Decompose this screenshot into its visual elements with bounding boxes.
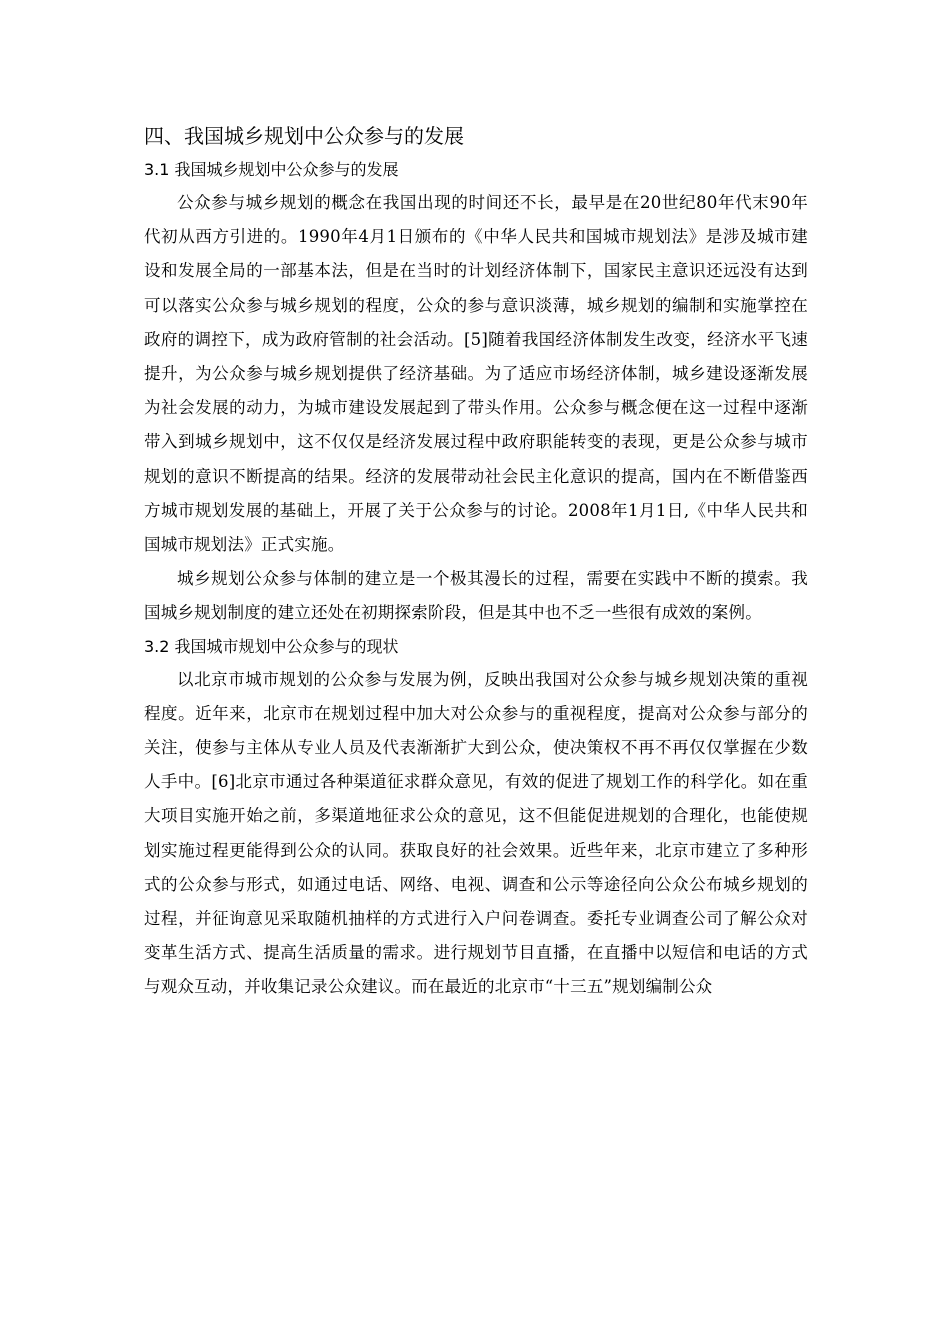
body-paragraph: 以北京市城市规划的公众参与发展为例，反映出我国对公众参与城乡规划决策的重视程度。近年来，北京市在规划过程中加大对公众参与的重视程度，提高对公众参与部分的关注，使参与主体从专业人员及代表渐渐扩大到公众，使决策权不再不再仅仅掌握在少数人手中。[6]北京市通过各种渠道征求群众意见，有效的促进了规划工作的科学化。如在重大项目实施开始之前，多渠道地征求公众的意见，这不但能促进规划的合理化，也能使规划实施过程更能得到公众的认同。获取良好的社会效果。近些年来，北京市建立了多种形式的公众参与形式，如通过电话、网络、电视、调查和公示等途径向公众公布城乡规划的过程，并征询意见采取随机抽样的方式进行入户问卷调查。委托专业调查公司了解公众对变革生活方式、提高生活质量的需求。进行规划节目直播，在直播中以短信和电话的方式与观众互动，并收集记录公众建议。而在最近的北京市“十三五”规划编制公众 bbox=[144, 669, 808, 997]
section-heading-3-2: 3.2 我国城市规划中公众参与的现状 bbox=[144, 636, 399, 656]
body-paragraph: 城乡规划公众参与体制的建立是一个极其漫长的过程，需要在实践中不断的摸索。我国城乡规划制度的建立还处在初期探索阶段，但是其中也不乏一些很有成效的案例。 bbox=[144, 569, 808, 623]
section-heading-3-1: 3.1 我国城乡规划中公众参与的发展 bbox=[144, 160, 399, 179]
body-paragraph: 公众参与城乡规划的概念在我国出现的时间还不长，最早是在20世纪80年代末90年代初从西方引进的。1990年4月1日颁布的《中华人民共和国城市规划法》是涉及城市建设和发展全局的一部基本法，但是在当时的计划经济体制下，国家民主意识还远没有达到可以落实公众参与城乡规划的程度，公众的参与意识淡薄，城乡规划的编制和实施掌控在政府的调控下，成为政府管制的社会活动。[5]随着我国经济体制发生改变，经济水平飞速提升，为公众参与城乡规划提供了经济基础。为了适应市场经济体制，城乡建设逐渐发展为社会发展的动力，为城市建设发展起到了带头作用。公众参与概念便在这一过程中逐渐带入到城乡规划中，这不仅仅是经济发展过程中政府职能转变的表现，更是公众参与城市规划的意识不断提高的结果。经济的发展带动社会民主化意识的提高，国内在不断借鉴西方城市规划发展的基础上，开展了关于公众参与的讨论。2008年1月1日,《中华人民共和国城市规划法》正式实施。 bbox=[144, 193, 808, 555]
document-page bbox=[144, 118, 808, 1005]
chapter-title: 四、我国城乡规划中公众参与的发展 bbox=[144, 124, 464, 148]
